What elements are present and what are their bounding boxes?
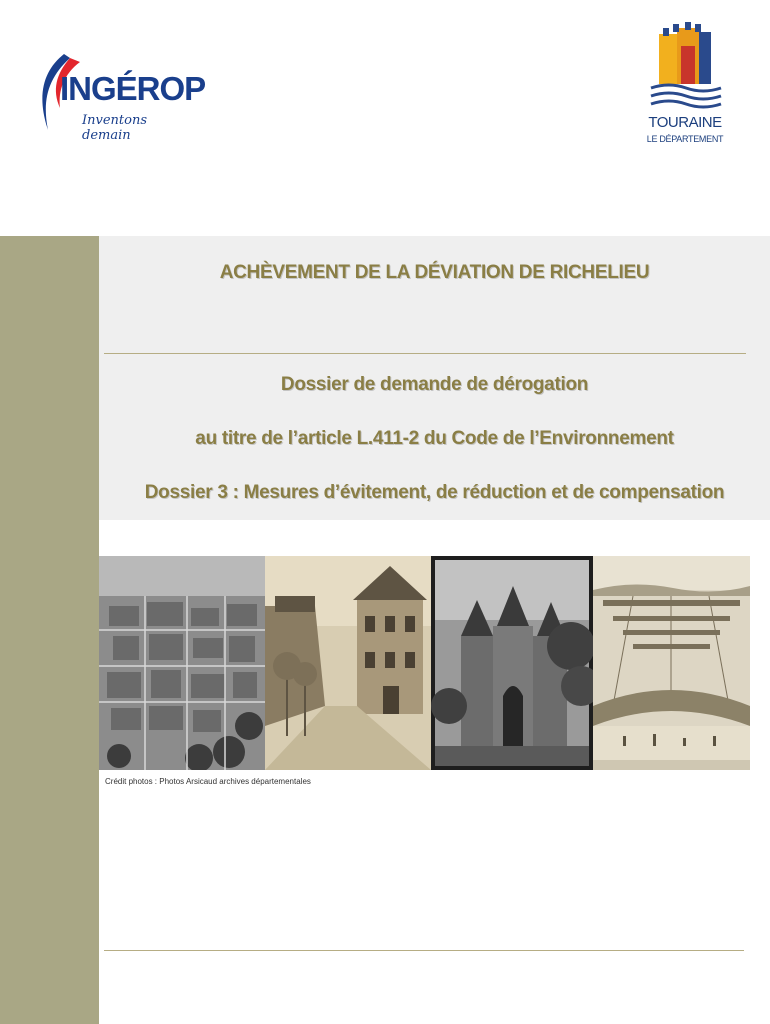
touraine-logo (643, 22, 727, 158)
ingerop-logo (30, 50, 206, 143)
touraine-name: TOURAINE (648, 114, 722, 131)
document-subtitle-3: Dossier 3 : Mesures d’évitement, de réduction et de compensation (144, 482, 725, 503)
photo-credit: Crédit photos : Photos Arsicaud archives départementales (105, 777, 311, 786)
side-band (0, 236, 99, 1024)
document-title: ACHÈVEMENT DE LA DÉVIATION DE RICHELIEU (219, 262, 650, 283)
touraine-subtitle: LE DÉPARTEMENT (646, 134, 724, 144)
ingerop-tagline: Inventons demain (82, 113, 148, 143)
aerial-photo (99, 556, 265, 770)
engraving-view (593, 556, 750, 770)
title-divider (104, 353, 746, 354)
document-subtitle-1: Dossier de demande de dérogation (280, 374, 589, 395)
ingerop-wordmark: INGÉROP (60, 70, 206, 107)
street-postcard (265, 556, 431, 770)
gate-postcard (431, 556, 593, 770)
footer-divider (104, 950, 744, 951)
touraine-tower-icon (649, 22, 723, 114)
document-subtitle-2: au titre de l’article L.411-2 du Code de l’Environnement (195, 428, 674, 449)
